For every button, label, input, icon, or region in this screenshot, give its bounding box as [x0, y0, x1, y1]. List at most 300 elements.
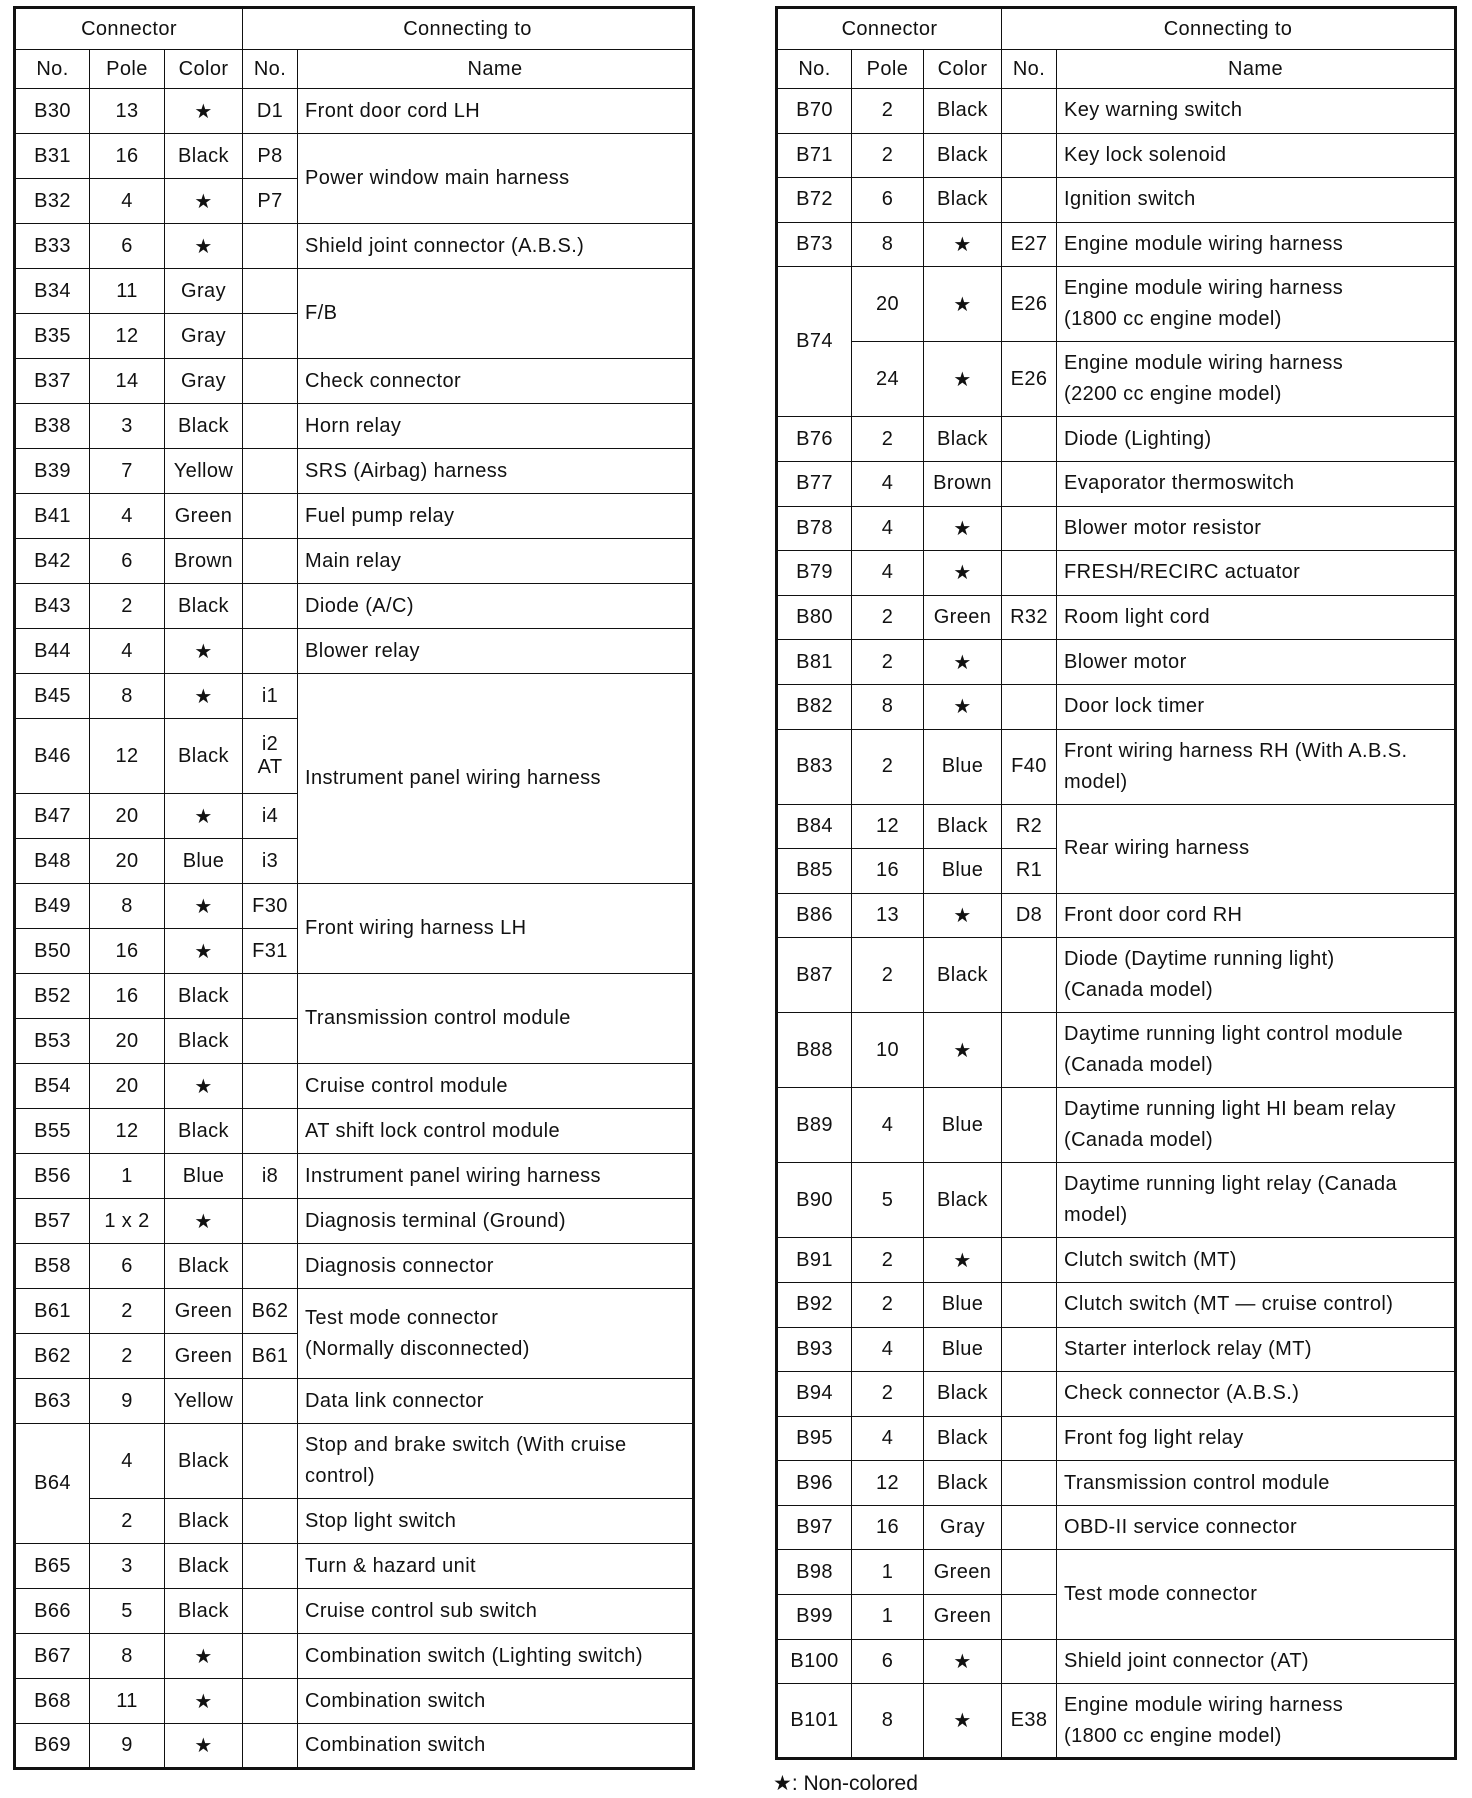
connects-to-no: E26	[1002, 342, 1057, 417]
pole-count: 5	[90, 1589, 165, 1634]
pole-count: 8	[852, 684, 924, 729]
table-row	[15, 1589, 694, 1634]
header-connector: Connector	[15, 8, 243, 50]
connects-to-no	[1002, 1595, 1057, 1640]
connects-to-name: Instrument panel wiring harness	[298, 1154, 694, 1199]
table-body-right	[777, 89, 1456, 1759]
connector-no: B69	[15, 1724, 90, 1769]
connector-color: Black	[924, 178, 1002, 223]
connector-color: ★	[165, 1724, 243, 1769]
connects-to-name: Evaporator thermoswitch	[1057, 461, 1456, 506]
connector-no: B76	[777, 417, 852, 462]
connects-to-no	[243, 539, 298, 584]
connector-color: ★	[165, 929, 243, 974]
connects-to-no	[1002, 1163, 1057, 1238]
cell-line: Daytime running light HI beam relay	[1064, 1098, 1396, 1121]
connector-no: B53	[15, 1019, 90, 1064]
connects-to-no	[243, 1544, 298, 1589]
connects-to-name: Instrument panel wiring harness	[298, 674, 694, 884]
connects-to-no	[1002, 684, 1057, 729]
connects-to-name: Data link connector	[298, 1379, 694, 1424]
cell-line: AT	[257, 756, 283, 778]
connects-to-no	[1002, 89, 1057, 134]
table-row	[777, 804, 1456, 849]
connector-color: ★	[165, 629, 243, 674]
connector-color: Green	[165, 1334, 243, 1379]
connects-to-no: E27	[1002, 222, 1057, 267]
pole-count: 20	[90, 1019, 165, 1064]
connects-to-name	[1057, 267, 1456, 342]
table-row	[777, 1550, 1456, 1595]
connects-to-no	[243, 404, 298, 449]
connector-no: B101	[777, 1684, 852, 1759]
pole-count: 9	[90, 1379, 165, 1424]
table-row	[777, 595, 1456, 640]
connector-color: ★	[924, 551, 1002, 596]
connects-to-name	[1057, 1088, 1456, 1163]
table-row	[15, 1634, 694, 1679]
connects-to-no: B61	[243, 1334, 298, 1379]
connector-no: B62	[15, 1334, 90, 1379]
pole-count: 13	[90, 89, 165, 134]
connector-no: B43	[15, 584, 90, 629]
header-color: Color	[924, 50, 1002, 89]
pole-count: 10	[852, 1013, 924, 1088]
connector-no: B57	[15, 1199, 90, 1244]
connects-to-no	[243, 629, 298, 674]
connector-no: B73	[777, 222, 852, 267]
connector-color: Green	[924, 595, 1002, 640]
table-row	[777, 640, 1456, 685]
pole-count: 6	[90, 1244, 165, 1289]
pole-count: 2	[852, 595, 924, 640]
table-row	[777, 506, 1456, 551]
connects-to-no	[243, 314, 298, 359]
connector-color: ★	[165, 794, 243, 839]
header-no: No.	[777, 50, 852, 89]
pole-count: 20	[90, 839, 165, 884]
connects-to-name: Front fog light relay	[1057, 1416, 1456, 1461]
connector-no: B65	[15, 1544, 90, 1589]
cell-line: (1800 cc engine model)	[1064, 1724, 1282, 1747]
pole-count: 6	[852, 1639, 924, 1684]
connector-no: B100	[777, 1639, 852, 1684]
table-row	[15, 494, 694, 539]
connects-to-no	[243, 1379, 298, 1424]
connects-to-no	[1002, 1013, 1057, 1088]
connector-no: B58	[15, 1244, 90, 1289]
connector-no: B92	[777, 1282, 852, 1327]
connector-no: B47	[15, 794, 90, 839]
connects-to-name: Combination switch (Lighting switch)	[298, 1634, 694, 1679]
pole-count: 8	[90, 674, 165, 719]
pole-count: 4	[90, 494, 165, 539]
connector-color: ★	[924, 640, 1002, 685]
table-row	[15, 269, 694, 314]
cell-line: Test mode connector	[305, 1306, 499, 1329]
connects-to-no: R1	[1002, 849, 1057, 894]
cell-line: Engine module wiring harness	[1064, 277, 1344, 300]
connector-color: Black	[165, 404, 243, 449]
connector-color: Blue	[165, 839, 243, 884]
pole-count: 3	[90, 404, 165, 449]
cell-line: (Canada model)	[1064, 1054, 1214, 1077]
connector-color: ★	[165, 884, 243, 929]
connects-to-name: Front door cord RH	[1057, 893, 1456, 938]
pole-count: 2	[852, 1372, 924, 1417]
pole-count: 4	[852, 1327, 924, 1372]
pole-count: 1	[852, 1595, 924, 1640]
connects-to-name: Check connector (A.B.S.)	[1057, 1372, 1456, 1417]
connector-color: Yellow	[165, 1379, 243, 1424]
table-row	[777, 89, 1456, 134]
connects-to-no	[1002, 461, 1057, 506]
pole-count: 2	[852, 89, 924, 134]
header-connecting-to: Connecting to	[243, 8, 694, 50]
connector-color: Black	[924, 1372, 1002, 1417]
connects-to-no	[243, 1634, 298, 1679]
connector-no: B49	[15, 884, 90, 929]
connector-no: B44	[15, 629, 90, 674]
table-row	[777, 1282, 1456, 1327]
connects-to-no: E26	[1002, 267, 1057, 342]
table-row	[777, 178, 1456, 223]
connector-no: B84	[777, 804, 852, 849]
connects-to-name	[1057, 1684, 1456, 1759]
table-row	[15, 539, 694, 584]
connects-to-no	[1002, 1461, 1057, 1506]
cell-line: Front wiring harness RH (With A.B.S.	[1064, 739, 1408, 762]
connector-color: Green	[924, 1550, 1002, 1595]
table-row	[777, 729, 1456, 804]
connects-to-no	[1002, 178, 1057, 223]
pole-count: 12	[90, 719, 165, 794]
pole-count: 2	[852, 938, 924, 1013]
connector-no: B56	[15, 1154, 90, 1199]
connects-to-name: Clutch switch (MT — cruise control)	[1057, 1282, 1456, 1327]
connects-to-name: Diagnosis terminal (Ground)	[298, 1199, 694, 1244]
connects-to-name: Front door cord LH	[298, 89, 694, 134]
connector-no: B52	[15, 974, 90, 1019]
connects-to-no: i4	[243, 794, 298, 839]
pole-count: 4	[852, 1416, 924, 1461]
table-row	[777, 1088, 1456, 1163]
connector-color: ★	[924, 1013, 1002, 1088]
table-row	[15, 1679, 694, 1724]
pole-count: 6	[90, 539, 165, 584]
connector-no: B87	[777, 938, 852, 1013]
connector-no: B61	[15, 1289, 90, 1334]
connector-no: B86	[777, 893, 852, 938]
connects-to-no	[243, 224, 298, 269]
connector-no: B70	[777, 89, 852, 134]
connector-no: B83	[777, 729, 852, 804]
connects-to-no	[1002, 1327, 1057, 1372]
connects-to-name: Diode (A/C)	[298, 584, 694, 629]
connects-to-no: D8	[1002, 893, 1057, 938]
connects-to-name: Engine module wiring harness	[1057, 222, 1456, 267]
connects-to-name: Key lock solenoid	[1057, 133, 1456, 178]
pole-count: 2	[852, 640, 924, 685]
connects-to-name: Stop light switch	[298, 1499, 694, 1544]
connects-to-name: Transmission control module	[1057, 1461, 1456, 1506]
table-row	[15, 404, 694, 449]
connects-to-name: Shield joint connector (AT)	[1057, 1639, 1456, 1684]
connector-no: B50	[15, 929, 90, 974]
connector-no: B88	[777, 1013, 852, 1088]
connects-to-name: OBD-II service connector	[1057, 1505, 1456, 1550]
connects-to-name: Diode (Lighting)	[1057, 417, 1456, 462]
connector-color: Green	[165, 494, 243, 539]
connector-color: Black	[924, 804, 1002, 849]
connector-color: Black	[924, 417, 1002, 462]
table-row	[777, 1505, 1456, 1550]
connector-no: B94	[777, 1372, 852, 1417]
connects-to-name: FRESH/RECIRC actuator	[1057, 551, 1456, 596]
table-row	[777, 1684, 1456, 1759]
connector-no: B37	[15, 359, 90, 404]
connector-color: Black	[924, 938, 1002, 1013]
header-to-no: No.	[243, 50, 298, 89]
pole-count: 20	[90, 794, 165, 839]
pole-count: 8	[90, 1634, 165, 1679]
connects-to-no	[243, 359, 298, 404]
pole-count: 12	[852, 1461, 924, 1506]
connector-no: B82	[777, 684, 852, 729]
pole-count: 8	[90, 884, 165, 929]
connects-to-name: Check connector	[298, 359, 694, 404]
cell-line: model)	[1064, 770, 1128, 793]
connector-color: ★	[924, 1639, 1002, 1684]
pole-count: 11	[90, 269, 165, 314]
table-row	[15, 1499, 694, 1544]
connects-to-no	[243, 974, 298, 1019]
connects-to-name: Main relay	[298, 539, 694, 584]
connector-table-left	[13, 6, 695, 1770]
cell-line: (2200 cc engine model)	[1064, 383, 1282, 406]
connects-to-no: i1	[243, 674, 298, 719]
connector-no: B34	[15, 269, 90, 314]
connects-to-name: Fuel pump relay	[298, 494, 694, 539]
connects-to-name: Shield joint connector (A.B.S.)	[298, 224, 694, 269]
pole-count: 1	[90, 1154, 165, 1199]
connects-to-no	[243, 1064, 298, 1109]
connects-to-no	[1002, 551, 1057, 596]
connector-color: Black	[924, 1461, 1002, 1506]
cell-line: Daytime running light relay (Canada	[1064, 1173, 1398, 1196]
connector-no: B41	[15, 494, 90, 539]
pole-count: 2	[90, 584, 165, 629]
connects-to-no	[1002, 640, 1057, 685]
table-row	[15, 1379, 694, 1424]
connector-no: B39	[15, 449, 90, 494]
header-no: No.	[15, 50, 90, 89]
pole-count: 7	[90, 449, 165, 494]
connector-color: ★	[165, 1679, 243, 1724]
table-row	[15, 674, 694, 719]
connects-to-name: Combination switch	[298, 1679, 694, 1724]
connects-to-no	[1002, 417, 1057, 462]
connector-color: Brown	[924, 461, 1002, 506]
connector-color: ★	[924, 267, 1002, 342]
connector-no: B99	[777, 1595, 852, 1640]
table-row	[15, 1199, 694, 1244]
connector-color: Blue	[924, 1088, 1002, 1163]
connector-color: Black	[924, 1416, 1002, 1461]
connector-no: B46	[15, 719, 90, 794]
pole-count: 2	[852, 1238, 924, 1283]
pole-count: 16	[90, 929, 165, 974]
connects-to-name: Transmission control module	[298, 974, 694, 1064]
connector-color: ★	[165, 1634, 243, 1679]
table-row	[15, 359, 694, 404]
table-row	[777, 551, 1456, 596]
connects-to-no: P7	[243, 179, 298, 224]
connects-to-name: Front wiring harness LH	[298, 884, 694, 974]
table-row	[15, 449, 694, 494]
connects-to-no	[243, 1589, 298, 1634]
table-row	[777, 133, 1456, 178]
connector-color: Blue	[924, 729, 1002, 804]
connector-color: Blue	[924, 1282, 1002, 1327]
pole-count: 2	[90, 1289, 165, 1334]
header-pole: Pole	[90, 50, 165, 89]
connector-no: B63	[15, 1379, 90, 1424]
connector-color: Green	[924, 1595, 1002, 1640]
table-row	[777, 1013, 1456, 1088]
table-row	[15, 974, 694, 1019]
header-to-no: No.	[1002, 50, 1057, 89]
connects-to-no	[243, 1724, 298, 1769]
connector-no: B91	[777, 1238, 852, 1283]
connects-to-no: i3	[243, 839, 298, 884]
connects-to-no	[243, 1244, 298, 1289]
connects-to-no: D1	[243, 89, 298, 134]
table-row	[777, 222, 1456, 267]
pole-count: 2	[90, 1499, 165, 1544]
connector-color: ★	[165, 89, 243, 134]
pole-count: 16	[852, 849, 924, 894]
connects-to-name	[1057, 342, 1456, 417]
connects-to-no	[1002, 938, 1057, 1013]
connects-to-name: Starter interlock relay (MT)	[1057, 1327, 1456, 1372]
pole-count: 4	[90, 1424, 165, 1499]
header-name: Name	[1057, 50, 1456, 89]
connector-color: Black	[165, 1109, 243, 1154]
connector-no: B54	[15, 1064, 90, 1109]
connector-no: B97	[777, 1505, 852, 1550]
connects-to-name: Combination switch	[298, 1724, 694, 1769]
connects-to-no	[1002, 1372, 1057, 1417]
connects-to-name: Cruise control sub switch	[298, 1589, 694, 1634]
pole-count: 2	[852, 729, 924, 804]
connector-no: B72	[777, 178, 852, 223]
connects-to-name: Cruise control module	[298, 1064, 694, 1109]
table-row	[777, 417, 1456, 462]
pole-count: 5	[852, 1163, 924, 1238]
connector-no: B80	[777, 595, 852, 640]
connector-color: Black	[165, 1499, 243, 1544]
connects-to-no	[243, 1199, 298, 1244]
cell-line: control)	[305, 1465, 375, 1487]
connector-color: Gray	[165, 359, 243, 404]
table-row	[777, 1238, 1456, 1283]
table-row	[15, 1109, 694, 1154]
connects-to-no: F30	[243, 884, 298, 929]
connector-no: B30	[15, 89, 90, 134]
cell-line: Daytime running light control module	[1064, 1023, 1404, 1046]
connects-to-no	[243, 1109, 298, 1154]
connects-to-name: Horn relay	[298, 404, 694, 449]
table-row	[15, 89, 694, 134]
connects-to-name	[298, 1424, 694, 1499]
connector-color: ★	[924, 684, 1002, 729]
connector-color: ★	[165, 179, 243, 224]
table-row	[777, 1327, 1456, 1372]
connector-color: Green	[165, 1289, 243, 1334]
connector-color: Gray	[165, 314, 243, 359]
connector-color: ★	[924, 1238, 1002, 1283]
connector-color: Gray	[165, 269, 243, 314]
connects-to-no: R2	[1002, 804, 1057, 849]
connects-to-no	[243, 1424, 298, 1499]
cell-line: (Canada model)	[1064, 1129, 1214, 1152]
table-row	[15, 584, 694, 629]
connector-color: Black	[165, 134, 243, 179]
table-row	[15, 224, 694, 269]
connector-no: B42	[15, 539, 90, 584]
pole-count: 4	[90, 179, 165, 224]
table-row	[15, 134, 694, 179]
table-row	[777, 938, 1456, 1013]
connector-color: ★	[924, 1684, 1002, 1759]
connects-to-name: SRS (Airbag) harness	[298, 449, 694, 494]
pole-count: 14	[90, 359, 165, 404]
table-row	[777, 684, 1456, 729]
connects-to-no: R32	[1002, 595, 1057, 640]
pole-count: 24	[852, 342, 924, 417]
cell-line: (Canada model)	[1064, 979, 1214, 1002]
connector-no: B33	[15, 224, 90, 269]
connects-to-name: Blower relay	[298, 629, 694, 674]
connects-to-no	[243, 494, 298, 539]
connector-color: Black	[165, 1424, 243, 1499]
connector-color: Gray	[924, 1505, 1002, 1550]
connector-color: Black	[165, 719, 243, 794]
connects-to-no: E38	[1002, 1684, 1057, 1759]
pole-count: 11	[90, 1679, 165, 1724]
pole-count: 2	[852, 417, 924, 462]
connects-to-no	[243, 1499, 298, 1544]
connector-no: B45	[15, 674, 90, 719]
connects-to-no	[243, 584, 298, 629]
table-row	[777, 1461, 1456, 1506]
connector-color: Blue	[924, 1327, 1002, 1372]
connector-no: B55	[15, 1109, 90, 1154]
connector-no: B89	[777, 1088, 852, 1163]
table-row	[777, 1372, 1456, 1417]
table-row	[777, 1639, 1456, 1684]
pole-count: 1 x 2	[90, 1199, 165, 1244]
connects-to-name: Room light cord	[1057, 595, 1456, 640]
connector-color: Black	[165, 584, 243, 629]
connects-to-no	[243, 719, 298, 794]
connects-to-name: Blower motor	[1057, 640, 1456, 685]
pole-count: 20	[90, 1064, 165, 1109]
table-row	[15, 1244, 694, 1289]
connector-no: B98	[777, 1550, 852, 1595]
connects-to-no: F31	[243, 929, 298, 974]
